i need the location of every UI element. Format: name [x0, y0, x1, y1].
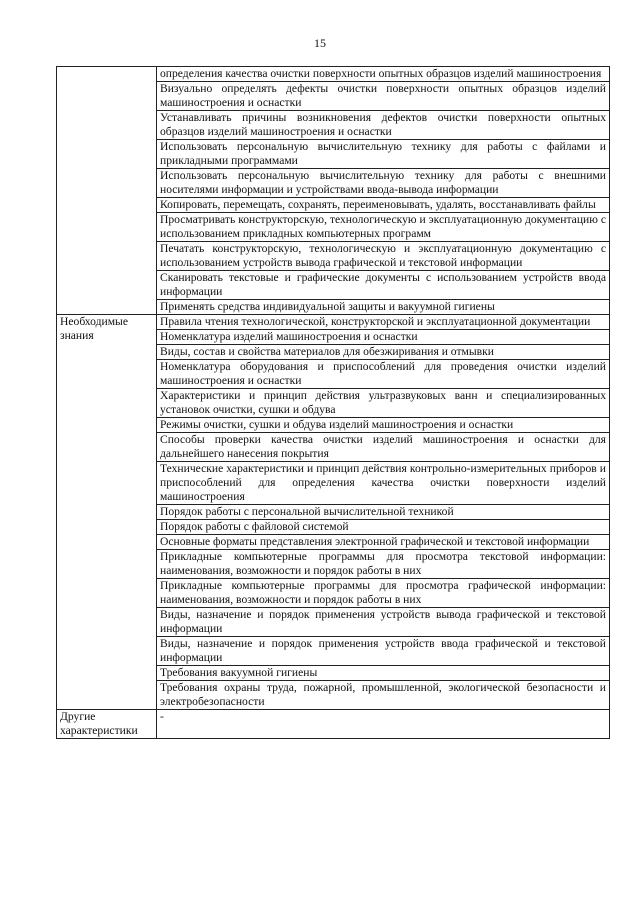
table-row: [57, 315, 610, 330]
section-heading-cell: Другие характеристики: [57, 710, 157, 739]
requirement-cell: Требования вакуумной гигиены: [157, 666, 610, 681]
requirement-cell: Способы проверки качества очистки изделий машиностроения и оснастки для дальнейшего нанесения покрытия: [157, 433, 610, 462]
requirement-cell: Основные форматы представления электронной графической и текстовой информации: [157, 535, 610, 550]
requirement-cell: Применять средства индивидуальной защиты и вакуумной гигиены: [157, 300, 610, 315]
requirement-cell: определения качества очистки поверхности опытных образцов изделий машиностроения: [157, 67, 610, 82]
requirement-cell: Прикладные компьютерные программы для просмотра текстовой информации: наименования, возможности и порядок работы в них: [157, 550, 610, 579]
requirement-cell: Печатать конструкторскую, технологическую и эксплуатационную документацию с использованием устройств вывода графической и текстовой информации: [157, 242, 610, 271]
requirement-cell: Технические характеристики и принцип действия контрольно-измерительных приборов и приспособлений для определения качества очистки поверхности изделий машиностроения: [157, 462, 610, 505]
requirement-cell: Номенклатура оборудования и приспособлений для проведения очистки изделий машиностроения и оснастки: [157, 360, 610, 389]
requirement-cell: Правила чтения технологической, конструкторской и эксплуатационной документации: [157, 315, 610, 330]
table-row: [57, 67, 610, 82]
requirement-cell: Характеристики и принцип действия ультразвуковых ванн и специализированных установок очистки, сушки и обдува: [157, 389, 610, 418]
requirement-cell: Использовать персональную вычислительную технику для работы с внешними носителями информации и устройствами ввода-вывода информации: [157, 169, 610, 198]
requirement-cell: Сканировать текстовые и графические документы с использованием устройств ввода информации: [157, 271, 610, 300]
requirement-cell: -: [157, 710, 610, 739]
table-row: [57, 710, 610, 739]
competency-table-body: [57, 67, 610, 739]
requirement-cell: Прикладные компьютерные программы для просмотра графической информации: наименования, возможности и порядок работы в них: [157, 579, 610, 608]
requirement-cell: Копировать, перемещать, сохранять, переименовывать, удалять, восстанавливать файлы: [157, 198, 610, 213]
requirement-cell: Виды, назначение и порядок применения устройств вывода графической и текстовой информации: [157, 608, 610, 637]
requirement-cell: Порядок работы с файловой системой: [157, 520, 610, 535]
requirement-cell: Порядок работы с персональной вычислительной техникой: [157, 505, 610, 520]
requirement-cell: Требования охраны труда, пожарной, промышленной, экологической безопасности и электробезопасности: [157, 681, 610, 710]
requirement-cell: Номенклатура изделий машиностроения и оснастки: [157, 330, 610, 345]
competency-table: [56, 66, 610, 739]
requirement-cell: Использовать персональную вычислительную технику для работы с файлами и прикладными программами: [157, 140, 610, 169]
requirement-cell: Виды, назначение и порядок применения устройств ввода графической и текстовой информации: [157, 637, 610, 666]
section-heading-cell: Необходимые знания: [57, 315, 157, 710]
section-heading-cell: [57, 67, 157, 315]
requirement-cell: Визуально определять дефекты очистки поверхности опытных образцов изделий машиностроения и оснастки: [157, 82, 610, 111]
page-number: 15: [314, 36, 326, 50]
requirement-cell: Устанавливать причины возникновения дефектов очистки поверхности опытных образцов изделий машиностроения и оснастки: [157, 111, 610, 140]
requirement-cell: Режимы очистки, сушки и обдува изделий машиностроения и оснастки: [157, 418, 610, 433]
requirement-cell: Виды, состав и свойства материалов для обезжиривания и отмывки: [157, 345, 610, 360]
requirement-cell: Просматривать конструкторскую, технологическую и эксплуатационную документацию с использованием прикладных компьютерных программ: [157, 213, 610, 242]
